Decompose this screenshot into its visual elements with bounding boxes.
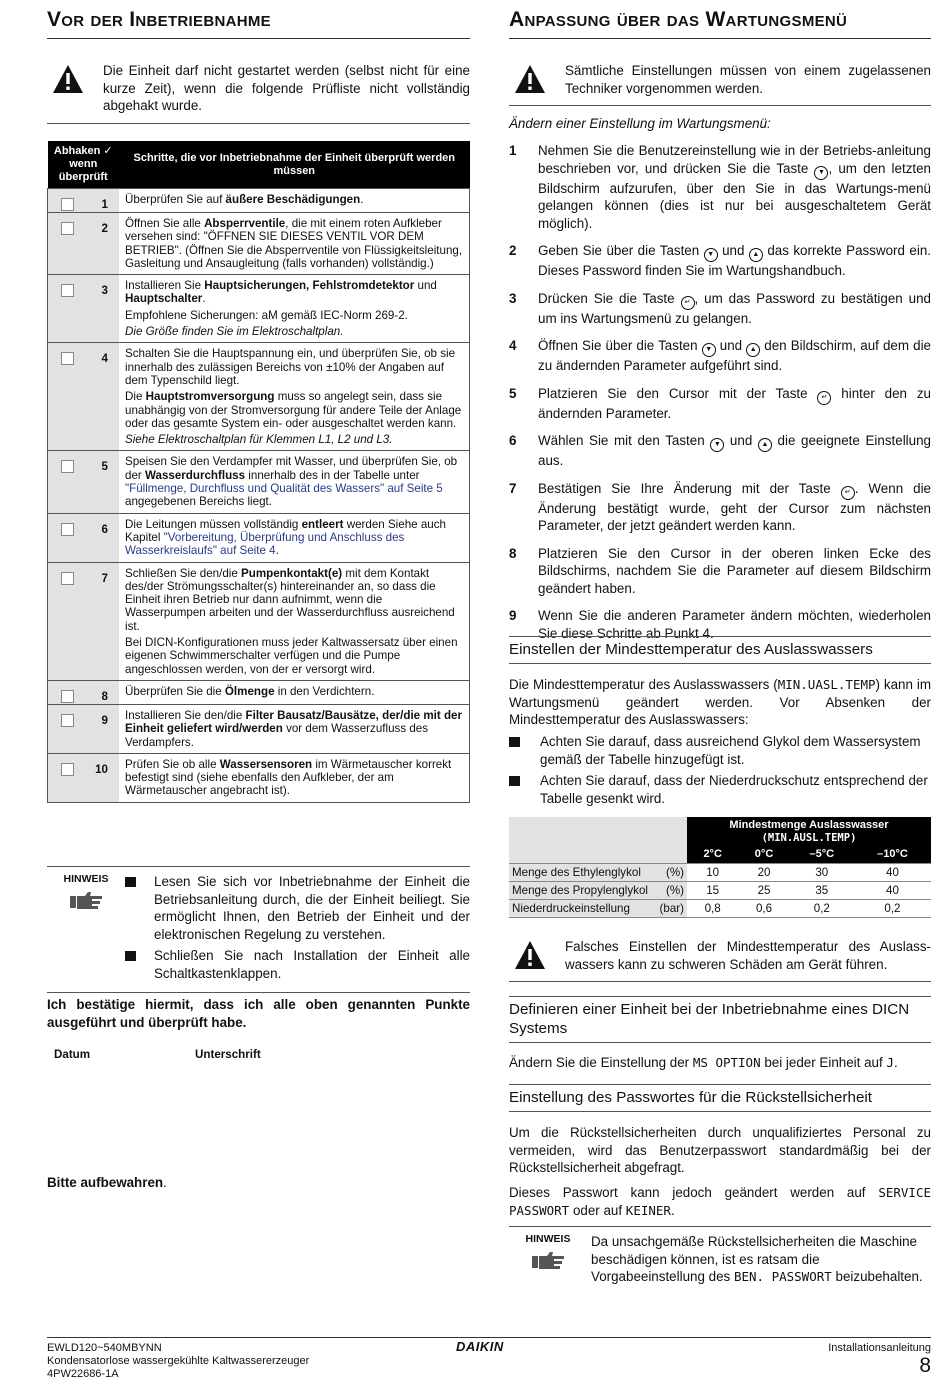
keep-text: Bitte aufbewahren xyxy=(47,1175,164,1190)
right-title: Anpassung über das Wartungsmenü xyxy=(509,8,931,39)
hint-box-left xyxy=(47,866,470,993)
step-number: 10 xyxy=(95,762,108,776)
keep-suffix: . xyxy=(163,1175,167,1190)
footer-code: 4PW22686-1A xyxy=(47,1368,119,1380)
warning-text-glycol: Falsches Einstellen der Mindesttemperatur des Auslass-wassers kann zu schweren Schäden am Gerät führen. xyxy=(565,939,931,972)
step-text: Speisen Sie den Verdampfer mit Wasser, und überprüfen Sie, ob der Wasserdurchfluss innerhalb des in der Tabelle unter "Füllmenge, Durchfluss und Qualität des Wassers" auf Seite 5 angegebenen Bereichs liegt. xyxy=(119,451,470,513)
step-item: 6 Wählen Sie mit den Tasten ▼ und ▲ die geeignete Einstellung aus. xyxy=(509,433,931,468)
glycol-value: 0,6 xyxy=(738,899,789,917)
checkbox[interactable] xyxy=(61,523,74,536)
checklist-row xyxy=(48,451,470,513)
glycol-value: 0,2 xyxy=(790,899,854,917)
section-password-p1: Um die Rückstellsicherheiten durch unqualifiziertes Personal zu vermeiden, wird das Benutzerpasswort standardmäßig bei der Rückstellsicherheit abgefragt. xyxy=(509,1125,931,1175)
bullet-item: Achten Sie darauf, dass der Niederdruckschutz entsprechend der Tabelle gesenkt wird. xyxy=(509,772,931,807)
step-item: 2 Geben Sie über die Tasten ▼ und ▲ das korrekte Password ein. Dieses Password finden Sie im Wartungshandbuch. xyxy=(509,243,931,278)
step-text: Überprüfen Sie auf äußere Beschädigungen. xyxy=(119,189,470,213)
checkbox[interactable] xyxy=(61,714,74,727)
checklist-header-steps: Schritte, die vor Inbetriebnahme der Einheit überprüft werden müssen xyxy=(119,141,470,189)
checklist-row xyxy=(48,680,470,704)
keep-note xyxy=(47,1174,167,1192)
glycol-value: 40 xyxy=(854,881,931,899)
step-text: Installieren Sie den/die Filter Bausatz/Bausätze, der/die mit der Einheit geliefert wird/werden vor dem Wasserzufluss des Verdampfers. xyxy=(119,704,470,753)
steps-list xyxy=(509,142,931,652)
step-item: 3 Drücken Sie die Taste ↵ , um das Password zu bestätigen und um ins Wartungsmenü zu gelangen. xyxy=(509,290,931,326)
glycol-col-header: 0°C xyxy=(738,846,789,863)
bullet-icon xyxy=(509,776,520,786)
hint-item: Lesen Sie sich vor Inbetriebnahme der Einheit die Betriebsanleitung durch, die der Einheit beiliegt. Sie ermöglicht Ihnen, den Betrieb der Einheit und der elektronischen Regelung zu verstehen. xyxy=(125,873,470,943)
hint-text-right: Da unsachgemäße Rückstellsicherheiten die Maschine beschädigen können, ist es ratsam die Vorgabeeinstellung des BEN. PASSWORT beizubehalten. xyxy=(591,1234,923,1284)
checklist-table xyxy=(47,141,470,803)
glycol-row: Menge des Propylenglykol (%) 15 25 35 40 xyxy=(509,881,931,899)
warning-box-right xyxy=(509,62,931,106)
page-number: 8 xyxy=(919,1354,931,1377)
glycol-col-header: 2°C xyxy=(687,846,738,863)
warning-icon xyxy=(509,62,551,97)
hint-item: Schließen Sie nach Installation der Einheit alle Schaltkastenklappen. xyxy=(125,947,470,982)
section-password-title: Einstellung des Passwortes für die Rückstellsicherheit xyxy=(509,1084,931,1112)
checklist-row xyxy=(48,275,470,343)
step-text: Installieren Sie Hauptsicherungen, Fehlstromdetektor und Hauptschalter. Empfohlene Sicherungen: aM gemäß IEC-Norm 269-2. Die Größe finden Sie im Elektroschaltplan. xyxy=(119,275,470,343)
step-item: 5 Platzieren Sie den Cursor mit der Taste ↵ hinter den zu ändernden Parameter. xyxy=(509,385,931,421)
bullet-item: Achten Sie darauf, dass ausreichend Glykol dem Wassersystem gemäß der Tabelle hinzugefügt ist. xyxy=(509,733,931,768)
checklist-row xyxy=(48,704,470,753)
footer-desc: Kondensatorlose wassergekühlte Kaltwassererzeuger xyxy=(47,1355,310,1367)
checkbox[interactable] xyxy=(61,284,74,297)
step-number: 4 xyxy=(101,352,108,366)
checklist-row xyxy=(48,213,470,275)
bullet-icon xyxy=(125,877,136,887)
glycol-value: 25 xyxy=(738,881,789,899)
hint-list xyxy=(125,873,470,986)
step-text: Die Leitungen müssen vollständig entleert werden Siehe auch Kapitel "Vorbereitung, Überprüfung und Anschluss des Wasserkreislaufs" auf Seite 4. xyxy=(119,513,470,562)
checklist-body xyxy=(48,189,470,803)
checkbox[interactable] xyxy=(61,222,74,235)
warning-box xyxy=(47,62,470,124)
step-item: 1 Nehmen Sie die Benutzereinstellung wie in der Betriebs-anleitung beschrieben vor, und drücken Sie die Taste ▼ , um den letzten Bildschirm aufzurufen, über den Sie in das Wartungs-menü gelangen können (dies ist nur bei ausgeschaltetem Gerät möglich). xyxy=(509,143,931,231)
step-item: 7 Bestätigen Sie Ihre Änderung mit der Taste ↵ . Wenn die Änderung bestätigt wurde, geht der Cursor zum nächsten Parameter, der jetzt geändert werden kann. xyxy=(509,480,931,533)
brand-logo: DAIKIN xyxy=(456,1339,504,1354)
checklist-row xyxy=(48,513,470,562)
step-text: Öffnen Sie alle Absperrventile, die mit einem roten Aufkleber versehen sind: "ÖFFNEN SIE DIESES VENTIL VOR DEM BETRIEB". (Öffnen Sie die Absperrventile von Flüssigkeitsleitung, Gasleitung und Ansaugleitung (falls vorhanden) vollständig.) xyxy=(119,213,470,275)
checkbox[interactable] xyxy=(61,572,74,585)
checklist-row xyxy=(48,562,470,680)
step-number: 5 xyxy=(101,460,108,474)
step-number: 6 xyxy=(101,522,108,536)
step-number: 1 xyxy=(101,198,108,211)
hint-box-right xyxy=(509,1226,931,1292)
footer xyxy=(47,1337,931,1338)
left-title: Vor der Inbetriebnahme xyxy=(47,8,470,39)
checkbox[interactable] xyxy=(61,690,74,703)
signature-label: Unterschrift xyxy=(195,1048,261,1061)
step-number: 3 xyxy=(101,284,108,298)
step-number: 7 xyxy=(101,571,108,585)
confirmation-text: Ich bestätige hiermit, dass ich alle oben genannten Punkte ausgeführt und überprüft habe. xyxy=(47,997,470,1030)
step-number: 9 xyxy=(101,713,108,727)
glycol-row: Menge des Ethylenglykol (%) 10 20 30 40 xyxy=(509,863,931,881)
glycol-col-header: –10°C xyxy=(854,846,931,863)
glycol-row: Niederdruckeinstellung (bar) 0,8 0,6 0,2 0,2 xyxy=(509,899,931,917)
checkbox[interactable] xyxy=(61,763,74,776)
hint-label-right: HINWEIS xyxy=(525,1233,571,1245)
section-min-temp-title: Einstellen der Mindesttemperatur des Auslasswassers xyxy=(509,636,931,664)
footer-doc: Installationsanleitung xyxy=(828,1342,931,1354)
glycol-value: 35 xyxy=(790,881,854,899)
section-dicn-text: Ändern Sie die Einstellung der MS OPTION bei jeder Einheit auf J. xyxy=(509,1055,898,1070)
footer-model: EWLD120~540MBYNN xyxy=(47,1342,162,1354)
step-text: Schalten Sie die Hauptspannung ein, und überprüfen Sie, ob sie innerhalb des zulässigen Bereichs von ±10% der Angaben auf dem Typenschild liegt. Die Hauptstromversorgung muss so angelegt sein, dass sie unabhängig von der Stromversorgung für andere Teile der Anlage oder das gesamte System ein- oder ausgeschaltet werden kann. Siehe Elektroschaltplan für Klemmen L1, L2 und L3. xyxy=(119,343,470,451)
intro-text: Ändern einer Einstellung im Wartungsmenü: xyxy=(509,116,771,131)
step-item: 8 Platzieren Sie den Cursor in der oberen linken Ecke des Bildschirms, nachdem Sie die Parameter auf diesem Bildschirm geändert haben. xyxy=(509,545,931,596)
checklist-row xyxy=(48,189,470,213)
pointing-hand-icon xyxy=(530,1250,566,1272)
glycol-value: 15 xyxy=(687,881,738,899)
checklist-row xyxy=(48,753,470,802)
checklist-header-check: Abhaken ✓ wenn überprüft xyxy=(48,141,120,189)
warning-icon xyxy=(47,62,89,115)
glycol-value: 10 xyxy=(687,863,738,881)
step-text: Schließen Sie den/die Pumpenkontakt(e) mit dem Kontakt des/der Strömungsschalter(s) hintereinander an, so dass die Einheit ihren Betrieb nur dann aufnimmt, wenn die Wasserpumpen arbeiten und der Wasserdurchfluss ausreichend ist. Bei DICN-Konfigurationen muss jeder Kaltwassersatz über einen eigenen Schwimmerschalter verfügen und die Pumpe angeschlossen werden, von der er versorgt wird. xyxy=(119,562,470,680)
hint-label: HINWEIS xyxy=(63,873,109,885)
bullet-icon xyxy=(125,951,136,961)
checkbox[interactable] xyxy=(61,198,74,211)
step-text: Überprüfen Sie die Ölmenge in den Verdichtern. xyxy=(119,680,470,704)
checkbox[interactable] xyxy=(61,460,74,473)
glycol-value: 40 xyxy=(854,863,931,881)
glycol-value: 0,2 xyxy=(854,899,931,917)
glycol-value: 30 xyxy=(790,863,854,881)
warning-icon xyxy=(509,938,551,973)
glycol-value: 20 xyxy=(738,863,789,881)
section-password-p2: Dieses Passwort kann jedoch geändert werden auf SERVICE PASSWORT oder auf KEINER. xyxy=(509,1185,931,1218)
checkbox[interactable] xyxy=(61,352,74,365)
section-min-temp-bullets xyxy=(509,733,931,811)
date-label: Datum xyxy=(54,1048,91,1061)
step-number: 2 xyxy=(101,222,108,235)
glycol-table-title: Mindestmenge Auslasswasser (MIN.AUSL.TEMP) xyxy=(687,817,931,846)
step-item: 4 Öffnen Sie über die Tasten ▼ und ▲ den Bildschirm, auf dem die zu ändernden Parameter aufgeführt sind. xyxy=(509,338,931,373)
section-min-temp-text: Die Mindesttemperatur des Auslasswassers (MIN.UASL.TEMP) kann im Wartungsmenü geändert werden. Vor Absenken der Mindesttemperatur des Auslasswassers: xyxy=(509,677,931,727)
warning-text: Die Einheit darf nicht gestartet werden (selbst nicht für eine kurze Zeit), wenn die folgende Prüfliste nicht vollständig abgehakt wurde. xyxy=(103,63,470,113)
pointing-hand-icon xyxy=(68,890,104,912)
checklist-row xyxy=(48,343,470,451)
warning-text-right: Sämtliche Einstellungen müssen von einem zugelassenen Techniker vorgenommen werden. xyxy=(565,63,931,96)
warning-box-glycol xyxy=(509,938,931,982)
step-text: Prüfen Sie ob alle Wassersensoren im Wärmetauscher korrekt befestigt sind (siehe ebenfalls den Aufkleber, der am Wärmetauscher angebracht ist). xyxy=(119,753,470,802)
glycol-col-header: –5°C xyxy=(790,846,854,863)
section-dicn-title: Definieren einer Einheit bei der Inbetriebnahme eines DICN Systems xyxy=(509,996,931,1043)
glycol-value: 0,8 xyxy=(687,899,738,917)
step-number: 8 xyxy=(101,689,108,703)
step-item: 9 Wenn Sie die anderen Parameter ändern möchten, wiederholen Sie diese Schritte ab Punkt 4. xyxy=(509,608,931,641)
glycol-table xyxy=(509,817,931,918)
bullet-icon xyxy=(509,737,520,747)
